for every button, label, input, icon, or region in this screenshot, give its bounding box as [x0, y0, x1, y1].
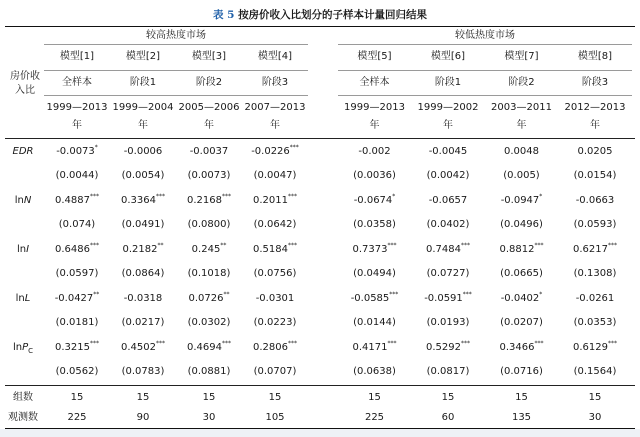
variable-label: lnN [14, 195, 32, 206]
standard-error-cell: (0.0207) [500, 317, 543, 328]
period-year-label: 年 [369, 120, 380, 131]
standard-error-cell: (0.0756) [253, 268, 297, 279]
period-year-label: 年 [72, 120, 82, 131]
standard-error-cell: (0.0353) [573, 317, 617, 328]
coefficient-cell: -0.0073* [56, 144, 98, 157]
coefficient-cell: 0.3364*** [121, 193, 165, 206]
coefficient-cell: 0.6486*** [55, 242, 99, 255]
footer-value: 15 [441, 392, 455, 403]
footer-rule [5, 385, 635, 386]
sample-label: 阶段3 [581, 77, 609, 88]
significance-stars: *** [389, 291, 399, 298]
period-label: 2007—2013 [244, 102, 306, 113]
period-year-label: 年 [590, 120, 600, 131]
footer-value: 15 [368, 392, 381, 403]
page-bottom-strip [0, 429, 640, 437]
standard-error-cell: (0.0302) [187, 317, 231, 328]
model-label: 模型[8] [577, 51, 613, 62]
footer-value: 30 [588, 412, 602, 423]
coefficient-cell: 0.7373*** [352, 242, 397, 255]
footer-value: 15 [588, 392, 602, 403]
period-label: 1999—2013 [344, 102, 405, 113]
row-header-label: 房价收入比 [10, 71, 40, 96]
footer-value: 225 [364, 412, 385, 423]
footer-value: 225 [67, 412, 87, 423]
coefficient-cell: 0.0205 [577, 146, 613, 157]
group-header-low: 较低热度市场 [455, 30, 515, 41]
model-rule-high [44, 70, 308, 71]
significance-stars: *** [461, 242, 470, 249]
standard-error-cell: (0.0597) [55, 268, 99, 279]
significance-stars: *** [289, 144, 299, 151]
sample-label: 阶段1 [129, 77, 157, 88]
standard-error-cell: (0.1308) [573, 268, 617, 279]
coefficient-cell: -0.0037 [189, 146, 229, 157]
sample-label: 阶段2 [195, 77, 223, 88]
coefficient-cell: 0.2182** [122, 242, 164, 255]
model-label: 模型[2] [125, 51, 161, 62]
coefficient-cell: 0.3215*** [55, 340, 99, 353]
standard-error-cell: (0.0402) [426, 219, 470, 230]
sample-label: 全样本 [62, 77, 92, 88]
standard-error-cell: (0.0042) [426, 170, 470, 181]
model-label: 模型[6] [430, 51, 466, 62]
sample-rule-low [338, 95, 632, 96]
standard-error-cell: (0.005) [503, 170, 540, 181]
standard-error-cell: (0.0638) [353, 366, 396, 377]
significance-stars: *** [156, 193, 165, 200]
standard-error-cell: (0.0223) [253, 317, 297, 328]
standard-error-cell: (0.0217) [121, 317, 165, 328]
footer-value: 15 [202, 392, 216, 403]
coefficient-cell: 0.7484*** [426, 242, 470, 255]
coefficient-cell: 0.3466*** [499, 340, 544, 353]
coefficient-cell: -0.0301 [255, 293, 295, 304]
significance-stars: *** [462, 291, 472, 298]
coefficient-cell: 0.4887*** [55, 193, 99, 206]
coefficient-cell: 0.2168*** [187, 193, 231, 206]
model-label: 模型[5] [357, 51, 392, 62]
coefficient-cell: -0.0674* [353, 193, 396, 206]
coefficient-cell: 0.6217*** [573, 242, 617, 255]
sample-label: 阶段1 [434, 77, 462, 88]
footer-value: 15 [268, 392, 282, 403]
significance-stars: ** [223, 291, 230, 298]
coefficient-cell: -0.0947* [500, 193, 543, 206]
significance-stars: *** [90, 242, 99, 249]
period-year-label: 年 [443, 120, 453, 131]
model-label: 模型[7] [504, 51, 539, 62]
variable-label: lnP$_C$ [12, 342, 34, 355]
significance-stars: *** [608, 242, 617, 249]
coefficient-cell: 0.0048 [504, 146, 539, 157]
model-label: 模型[1] [59, 51, 95, 62]
coefficient-cell: -0.0657 [428, 195, 468, 206]
standard-error-cell: (0.0881) [187, 366, 231, 377]
footer-value: 30 [202, 412, 216, 423]
standard-error-cell: (0.0054) [121, 170, 165, 181]
period-year-label: 年 [270, 120, 280, 131]
coefficient-cell: -0.0318 [123, 293, 163, 304]
standard-error-cell: (0.0496) [500, 219, 543, 230]
significance-stars: * [392, 193, 396, 200]
standard-error-cell: (0.0707) [253, 366, 297, 377]
coefficient-cell: -0.0261 [575, 293, 615, 304]
coefficient-cell: -0.0427** [54, 291, 100, 304]
significance-stars: *** [387, 340, 397, 347]
standard-error-cell: (0.074) [58, 219, 96, 230]
standard-error-cell: (0.0817) [426, 366, 470, 377]
footer-value: 15 [515, 392, 528, 403]
standard-error-cell: (0.0864) [121, 268, 165, 279]
significance-stars: *** [608, 340, 617, 347]
footer-label: 观测数 [8, 412, 38, 423]
significance-stars: *** [461, 340, 470, 347]
standard-error-cell: (0.0727) [426, 268, 470, 279]
significance-stars: *** [222, 340, 231, 347]
significance-stars: *** [288, 193, 297, 200]
model-label: 模型[3] [191, 51, 227, 62]
standard-error-cell: (0.0491) [121, 219, 165, 230]
period-label: 1999—2013 [46, 102, 108, 113]
coefficient-cell: 0.4694*** [187, 340, 231, 353]
standard-error-cell: (0.0642) [253, 219, 297, 230]
period-label: 2005—2006 [178, 102, 240, 113]
standard-error-cell: (0.1018) [187, 268, 231, 279]
significance-stars: * [539, 193, 543, 200]
significance-stars: ** [157, 242, 164, 249]
coefficient-cell: 0.2011*** [253, 193, 297, 206]
standard-error-cell: (0.0800) [187, 219, 231, 230]
coefficient-cell: -0.0226*** [251, 144, 299, 157]
standard-error-cell: (0.0044) [55, 170, 99, 181]
coefficient-cell: 0.8812*** [499, 242, 544, 255]
significance-stars: ** [93, 291, 100, 298]
coefficient-cell: 0.2806*** [253, 340, 297, 353]
coefficient-cell: 0.5184*** [253, 242, 297, 255]
sample-label: 全样本 [359, 77, 390, 88]
coefficient-cell: 0.4171*** [352, 340, 397, 353]
period-label: 2003—2011 [491, 102, 552, 113]
group-rule-high [44, 44, 308, 45]
standard-error-cell: (0.0593) [573, 219, 617, 230]
significance-stars: * [94, 144, 98, 151]
group-header-high: 较高热度市场 [146, 30, 206, 41]
coefficient-cell: -0.0045 [428, 146, 468, 157]
variable-label: lnL [15, 293, 31, 304]
significance-stars: *** [534, 242, 544, 249]
footer-value: 15 [136, 392, 150, 403]
significance-stars: *** [387, 242, 397, 249]
period-year-label: 年 [138, 120, 148, 131]
table-number: 表 5 [212, 9, 235, 21]
coefficient-cell: -0.0663 [575, 195, 615, 206]
period-year-label: 年 [204, 120, 214, 131]
coefficient-cell: 0.0726** [188, 291, 230, 304]
standard-error-cell: (0.0047) [253, 170, 297, 181]
header-rule [5, 138, 635, 139]
model-label: 模型[4] [257, 51, 293, 62]
standard-error-cell: (0.0494) [353, 268, 396, 279]
coefficient-cell: -0.002 [358, 146, 391, 157]
standard-error-cell: (0.0073) [187, 170, 231, 181]
sample-rule-high [44, 95, 308, 96]
footer-value: 15 [70, 392, 84, 403]
period-label: 1999—2004 [112, 102, 174, 113]
standard-error-cell: (0.0154) [573, 170, 617, 181]
significance-stars: *** [288, 340, 297, 347]
significance-stars: *** [222, 193, 231, 200]
standard-error-cell: (0.0193) [426, 317, 470, 328]
standard-error-cell: (0.0181) [55, 317, 99, 328]
significance-stars: *** [288, 242, 297, 249]
significance-stars: *** [156, 340, 165, 347]
period-year-label: 年 [516, 120, 527, 131]
significance-stars: *** [90, 340, 99, 347]
coefficient-cell: 0.5292*** [426, 340, 470, 353]
significance-stars: *** [534, 340, 544, 347]
period-label: 1999—2002 [417, 102, 479, 113]
coefficient-cell: -0.0402* [500, 291, 543, 304]
coefficient-cell: 0.245** [191, 242, 227, 255]
standard-error-cell: (0.0562) [55, 366, 99, 377]
sample-label: 阶段2 [508, 77, 535, 88]
standard-error-cell: (0.0358) [353, 219, 396, 230]
sample-label: 阶段3 [261, 77, 289, 88]
coefficient-cell: 0.4502*** [121, 340, 165, 353]
top-rule [5, 26, 635, 27]
footer-value: 135 [511, 412, 532, 423]
standard-error-cell: (0.0144) [353, 317, 396, 328]
table-caption: 按房价收入比划分的子样本计量回归结果 [238, 9, 428, 21]
footer-value: 105 [265, 412, 285, 423]
coefficient-cell: -0.0591*** [424, 291, 472, 304]
standard-error-cell: (0.1564) [573, 366, 617, 377]
variable-label: EDR [12, 146, 34, 157]
period-label: 2012—2013 [564, 102, 626, 113]
coefficient-cell: -0.0006 [123, 146, 163, 157]
group-rule-low [338, 44, 632, 45]
footer-value: 60 [441, 412, 455, 423]
significance-stars: *** [90, 193, 99, 200]
model-rule-low [338, 70, 632, 71]
significance-stars: ** [220, 242, 227, 249]
variable-label: lnI [16, 244, 30, 255]
coefficient-cell: 0.6129*** [573, 340, 617, 353]
footer-value: 90 [136, 412, 150, 423]
footer-label: 组数 [13, 392, 33, 403]
standard-error-cell: (0.0036) [353, 170, 396, 181]
coefficient-cell: -0.0585*** [350, 291, 399, 304]
standard-error-cell: (0.0783) [121, 366, 165, 377]
standard-error-cell: (0.0665) [500, 268, 543, 279]
table-title [0, 7, 640, 22]
significance-stars: * [539, 291, 543, 298]
standard-error-cell: (0.0716) [500, 366, 543, 377]
